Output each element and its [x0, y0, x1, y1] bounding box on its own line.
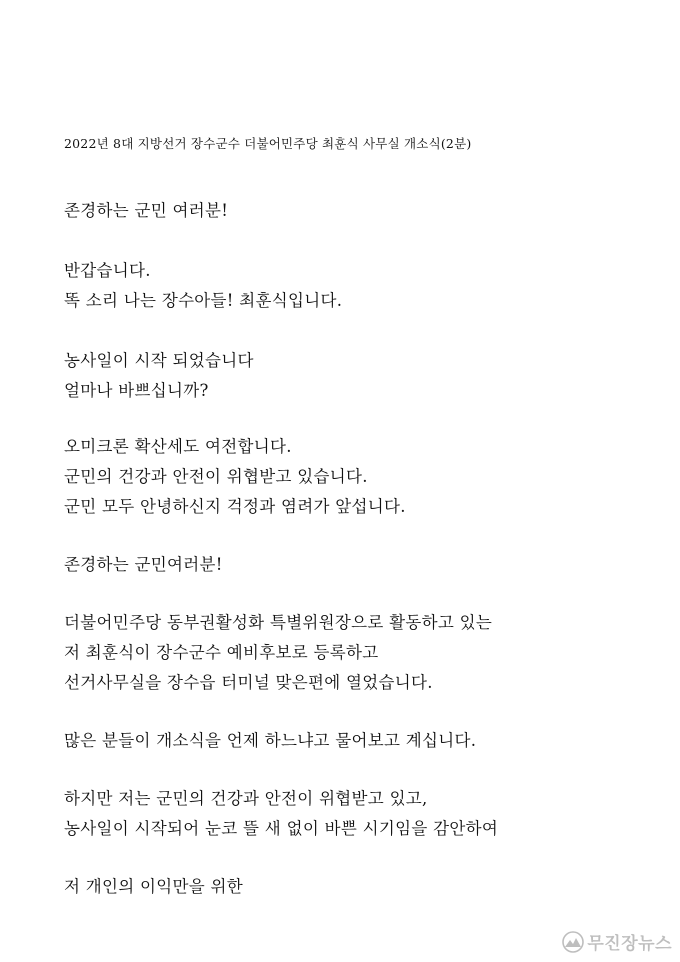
- speech-line: 오미크론 확산세도 여전합니다.: [64, 437, 292, 456]
- speech-line: 존경하는 군민 여러분!: [64, 201, 229, 220]
- speech-line: 농사일이 시작 되었습니다: [64, 351, 254, 370]
- speech-line: 똑 소리 나는 장수아들! 최훈식입니다.: [64, 291, 343, 310]
- watermark-text: 무진장뉴스: [587, 934, 672, 954]
- speech-line: 얼마나 바쁘십니까?: [64, 381, 209, 400]
- speech-line: 반갑습니다.: [64, 261, 151, 280]
- document-title: 2022년 8대 지방선거 장수군수 더불어민주당 최훈식 사무실 개소식(2분): [64, 136, 472, 151]
- speech-line: 선거사무실을 장수읍 터미널 맞은편에 열었습니다.: [64, 673, 433, 692]
- watermark: [562, 929, 672, 954]
- mountain-logo-icon: [562, 931, 584, 953]
- speech-line: 군민 모두 안녕하신지 걱정과 염려가 앞섭니다.: [64, 497, 406, 516]
- speech-line: 존경하는 군민여러분!: [64, 555, 223, 574]
- speech-line: 군민의 건강과 안전이 위협받고 있습니다.: [64, 467, 368, 486]
- speech-line: 저 최훈식이 장수군수 예비후보로 등록하고: [64, 643, 379, 662]
- speech-line: 농사일이 시작되어 눈코 뜰 새 없이 바쁜 시기임을 감안하여: [64, 819, 499, 838]
- speech-line: 더불어민주당 동부권활성화 특별위원장으로 활동하고 있는: [64, 613, 493, 632]
- speech-line: 많은 분들이 개소식을 언제 하느냐고 물어보고 계십니다.: [64, 731, 477, 750]
- speech-line: 하지만 저는 군민의 건강과 안전이 위협받고 있고,: [64, 789, 428, 808]
- speech-line: 저 개인의 이익만을 위한: [64, 877, 244, 896]
